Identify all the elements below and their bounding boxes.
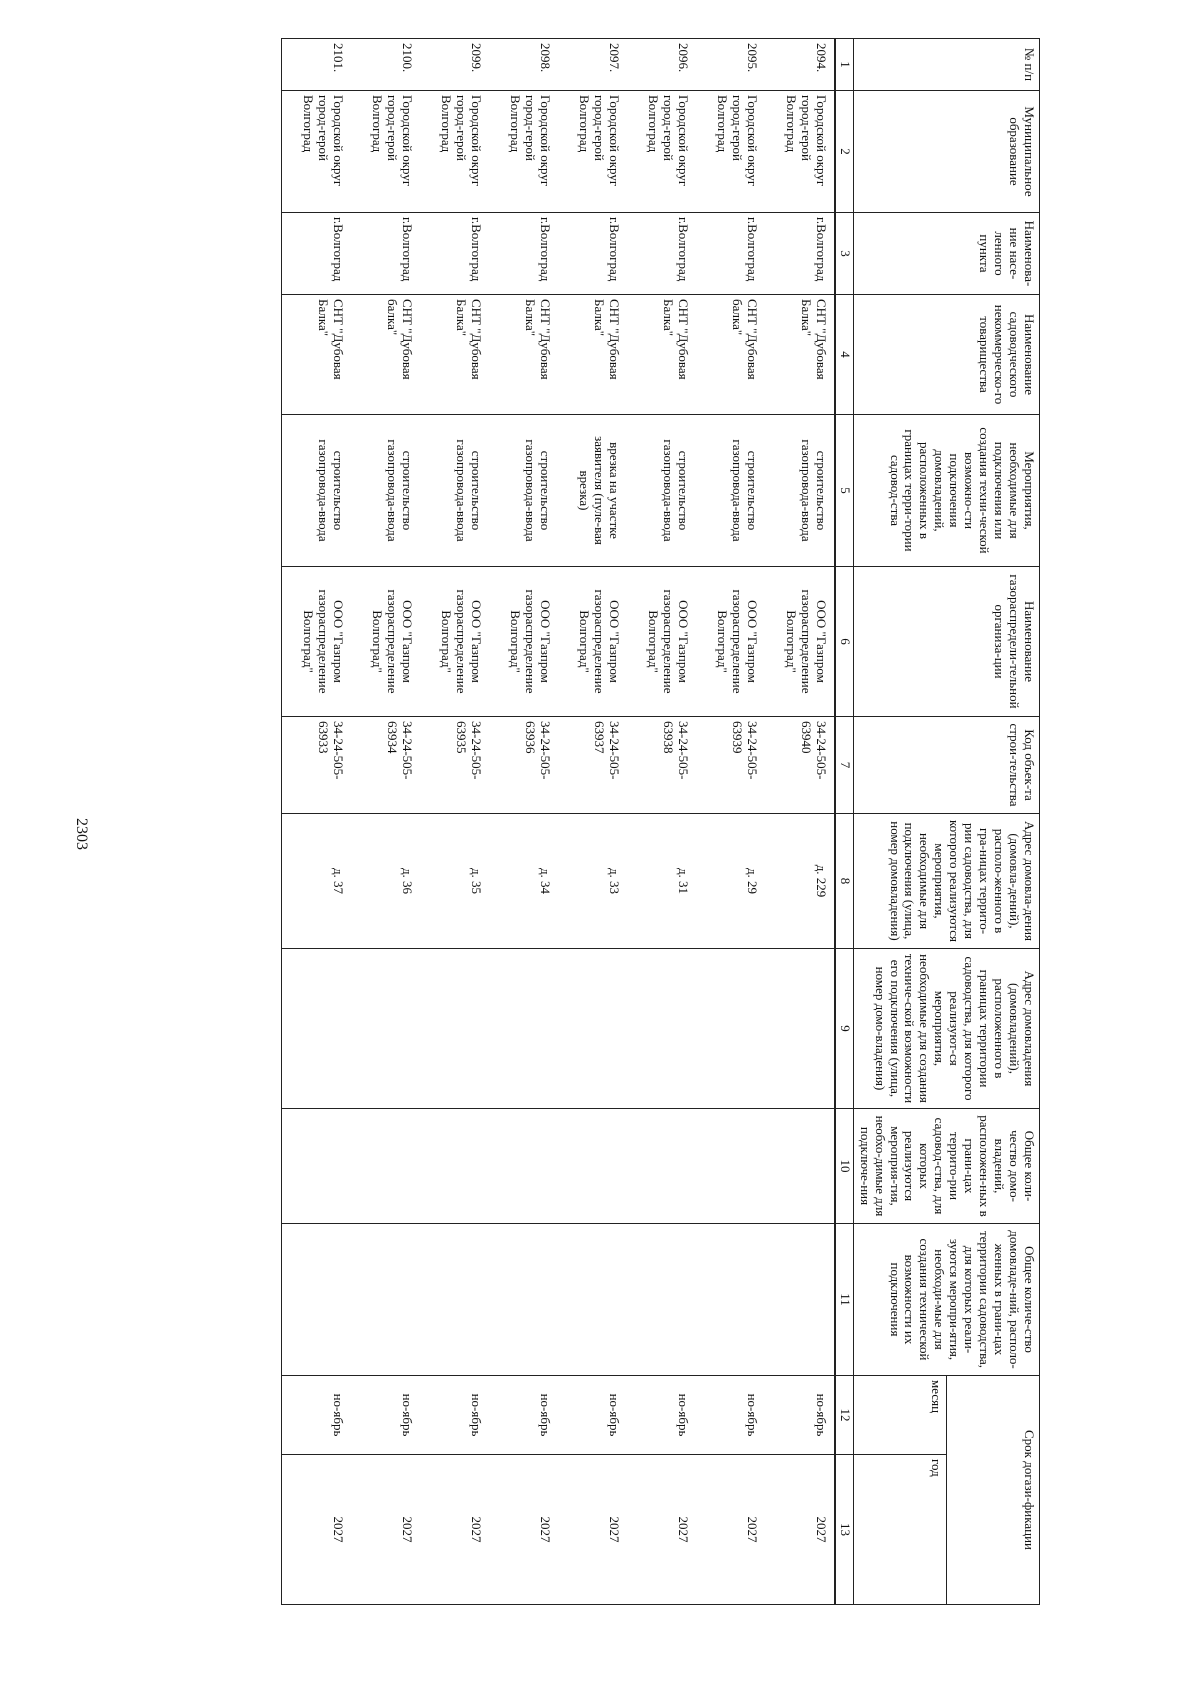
cell-num: 2094. [765, 39, 835, 91]
table-row [765, 39, 835, 1605]
cell-count-connection [627, 1109, 696, 1224]
cell-num: 2099. [420, 39, 489, 91]
header-count-connection: Общее коли-чество домо-владений, расположен-ных в грани-цах террито-рии садовод-ства, для которых реализуются мероприя-тия, необхо-димые для подключе-ния [853, 1109, 1039, 1224]
cell-count-connection [489, 1109, 558, 1224]
cell-settlement: г.Волгоград [420, 213, 489, 295]
cell-snt: СНТ "Дубовая Балка" [558, 295, 627, 415]
cell-count-connection [696, 1109, 765, 1224]
cell-snt: СНТ "Дубовая Балка" [627, 295, 696, 415]
table-header [835, 39, 1040, 1605]
cell-address-technical [351, 949, 420, 1109]
cell-address-connection: д. 33 [558, 814, 627, 949]
col-number: 3 [835, 213, 853, 295]
cell-object-code: 34-24-505-63937 [558, 717, 627, 814]
col-number: 2 [835, 91, 853, 213]
cell-address-connection: д. 229 [765, 814, 835, 949]
cell-municipality: Городской округ город-герой Волгоград [696, 91, 765, 213]
cell-address-connection: д. 34 [489, 814, 558, 949]
cell-address-technical [696, 949, 765, 1109]
column-number-row [835, 39, 853, 1605]
cell-address-connection: д. 29 [696, 814, 765, 949]
table-row [696, 39, 765, 1605]
cell-settlement: г.Волгоград [558, 213, 627, 295]
cell-municipality: Городской округ город-герой Волгоград [281, 91, 351, 213]
table-row [627, 39, 696, 1605]
cell-gas-org: ООО "Газпром газораспределение Волгоград" [281, 567, 351, 717]
cell-num: 2100. [351, 39, 420, 91]
cell-address-technical [765, 949, 835, 1109]
cell-month: но-ябрь [696, 1376, 765, 1455]
cell-gas-org: ООО "Газпром газораспределение Волгоград" [420, 567, 489, 717]
col-number: 1 [835, 39, 853, 91]
col-number: 7 [835, 717, 853, 814]
rotated-table-wrapper [170, 38, 1040, 1604]
cell-snt: СНТ "Дубовая Балка" [489, 295, 558, 415]
cell-snt: СНТ "Дубовая Балка" [765, 295, 835, 415]
cell-snt: СНТ "Дубовая балка" [696, 295, 765, 415]
header-object-code: Код объек-та строи-тельства [853, 717, 1039, 814]
col-number: 12 [835, 1376, 853, 1455]
cell-count-connection [765, 1109, 835, 1224]
table-row [351, 39, 420, 1605]
header-deadline: Срок догази-фикации [946, 1376, 1039, 1605]
cell-gas-org: ООО "Газпром газораспределение Волгоград" [558, 567, 627, 717]
cell-num: 2095. [696, 39, 765, 91]
cell-month: но-ябрь [351, 1376, 420, 1455]
cell-settlement: г.Волгоград [489, 213, 558, 295]
cell-month: но-ябрь [420, 1376, 489, 1455]
cell-measures: строительство газопровода-ввода [489, 415, 558, 567]
cell-address-connection: д. 36 [351, 814, 420, 949]
cell-municipality: Городской округ город-герой Волгоград [351, 91, 420, 213]
cell-municipality: Городской округ город-герой Волгоград [558, 91, 627, 213]
col-number: 4 [835, 295, 853, 415]
cell-municipality: Городской округ город-герой Волгоград [765, 91, 835, 213]
col-number: 13 [835, 1455, 853, 1605]
cell-snt: СНТ "Дубовая Балка" [420, 295, 489, 415]
header-num: № п/п [853, 39, 1039, 91]
header-month: месяц [853, 1376, 946, 1455]
cell-settlement: г.Волгоград [696, 213, 765, 295]
cell-num: 2096. [627, 39, 696, 91]
cell-object-code: 34-24-505-63935 [420, 717, 489, 814]
cell-num: 2101. [281, 39, 351, 91]
cell-object-code: 34-24-505-63936 [489, 717, 558, 814]
header-municipality: Муниципальное образование [853, 91, 1039, 213]
cell-measures: строительство газопровода-ввода [351, 415, 420, 567]
cell-count-connection [558, 1109, 627, 1224]
header-settlement: Наименова-ние насе-ленного пункта [853, 213, 1039, 295]
cell-month: но-ябрь [281, 1376, 351, 1455]
cell-year: 2027 [627, 1455, 696, 1605]
cell-settlement: г.Волгоград [627, 213, 696, 295]
cell-year: 2027 [765, 1455, 835, 1605]
table-row [281, 39, 351, 1605]
cell-measures: строительство газопровода-ввода [696, 415, 765, 567]
cell-month: но-ябрь [765, 1376, 835, 1455]
page-number: 2303 [73, 818, 90, 850]
cell-month: но-ябрь [627, 1376, 696, 1455]
cell-count-connection [351, 1109, 420, 1224]
cell-count-connection [281, 1109, 351, 1224]
cell-year: 2027 [420, 1455, 489, 1605]
cell-year: 2027 [351, 1455, 420, 1605]
table-row [420, 39, 489, 1605]
cell-address-technical [281, 949, 351, 1109]
cell-object-code: 34-24-505-63939 [696, 717, 765, 814]
cell-gas-org: ООО "Газпром газораспределение Волгоград" [765, 567, 835, 717]
cell-year: 2027 [489, 1455, 558, 1605]
cell-count-technical [281, 1224, 351, 1376]
cell-gas-org: ООО "Газпром газораспределение Волгоград" [489, 567, 558, 717]
cell-num: 2097. [558, 39, 627, 91]
cell-measures: строительство газопровода-ввода [765, 415, 835, 567]
header-snt: Наименование садоводческого некоммерческо-го товарищества [853, 295, 1039, 415]
cell-object-code: 34-24-505-63934 [351, 717, 420, 814]
cell-municipality: Городской округ город-герой Волгоград [489, 91, 558, 213]
col-number: 9 [835, 949, 853, 1109]
header-gas-org: Наименование газораспредели-тельной организа-ции [853, 567, 1039, 717]
header-year: год [853, 1455, 946, 1605]
cell-settlement: г.Волгоград [281, 213, 351, 295]
gasification-table [281, 38, 1040, 1605]
cell-object-code: 34-24-505-63940 [765, 717, 835, 814]
col-number: 11 [835, 1224, 853, 1376]
table-body [281, 39, 835, 1605]
cell-snt: СНТ "Дубовая балка" [351, 295, 420, 415]
table-row [489, 39, 558, 1605]
cell-count-technical [351, 1224, 420, 1376]
cell-snt: СНТ "Дубовая Балка" [281, 295, 351, 415]
cell-year: 2027 [696, 1455, 765, 1605]
cell-object-code: 34-24-505-63938 [627, 717, 696, 814]
cell-address-technical [420, 949, 489, 1109]
cell-municipality: Городской округ город-герой Волгоград [420, 91, 489, 213]
cell-address-connection: д. 31 [627, 814, 696, 949]
cell-gas-org: ООО "Газпром газораспределение Волгоград" [696, 567, 765, 717]
cell-year: 2027 [281, 1455, 351, 1605]
header-address-technical: Адрес домовладения (домовладений), расположенного в границах территории садоводства, для которого реализуют-ся мероприятия, необходимые для создания техниче-ской возможности его подключения (улица, номер домо-владения) [853, 949, 1039, 1109]
cell-settlement: г.Волгоград [351, 213, 420, 295]
cell-measures: строительство газопровода-ввода [627, 415, 696, 567]
cell-count-technical [558, 1224, 627, 1376]
header-measures: Мероприятия, необходимые для подключения или создания техни-ческой возможно-сти подключения домовладений, расположенных в границах терри-тории садовод-ства [853, 415, 1039, 567]
header-address-connection: Адрес домовла-дения (домовла-дений), располо-женного в гра-ницах террито-рии садоводства, для которого реализуются мероприятия, необходимые для подключения (улица, номер домовладения) [853, 814, 1039, 949]
cell-month: но-ябрь [558, 1376, 627, 1455]
col-number: 10 [835, 1109, 853, 1224]
cell-gas-org: ООО "Газпром газораспределение Волгоград" [627, 567, 696, 717]
cell-count-technical [696, 1224, 765, 1376]
cell-month: но-ябрь [489, 1376, 558, 1455]
col-number: 5 [835, 415, 853, 567]
cell-count-technical [420, 1224, 489, 1376]
table-row [558, 39, 627, 1605]
cell-address-connection: д. 37 [281, 814, 351, 949]
cell-count-connection [420, 1109, 489, 1224]
cell-year: 2027 [558, 1455, 627, 1605]
col-number: 8 [835, 814, 853, 949]
cell-address-connection: д. 35 [420, 814, 489, 949]
cell-settlement: г.Волгоград [765, 213, 835, 295]
cell-object-code: 34-24-505-63933 [281, 717, 351, 814]
cell-num: 2098. [489, 39, 558, 91]
cell-gas-org: ООО "Газпром газораспределение Волгоград" [351, 567, 420, 717]
cell-municipality: Городской округ город-герой Волгоград [627, 91, 696, 213]
cell-count-technical [765, 1224, 835, 1376]
col-number: 6 [835, 567, 853, 717]
cell-measures: строительство газопровода-ввода [281, 415, 351, 567]
cell-address-technical [558, 949, 627, 1109]
cell-address-technical [627, 949, 696, 1109]
cell-measures: строительство газопровода-ввода [420, 415, 489, 567]
cell-address-technical [489, 949, 558, 1109]
cell-count-technical [627, 1224, 696, 1376]
header-count-technical: Общее количе-ство домовладе-ний, располо-женных в грани-цах территории садоводства, для которых реали-зуются меропри-ятия, необходи-мые для создания технической возможности их подключения [853, 1224, 1039, 1376]
cell-count-technical [489, 1224, 558, 1376]
cell-measures: врезка на участке заявителя (пуле-вая врезка) [558, 415, 627, 567]
